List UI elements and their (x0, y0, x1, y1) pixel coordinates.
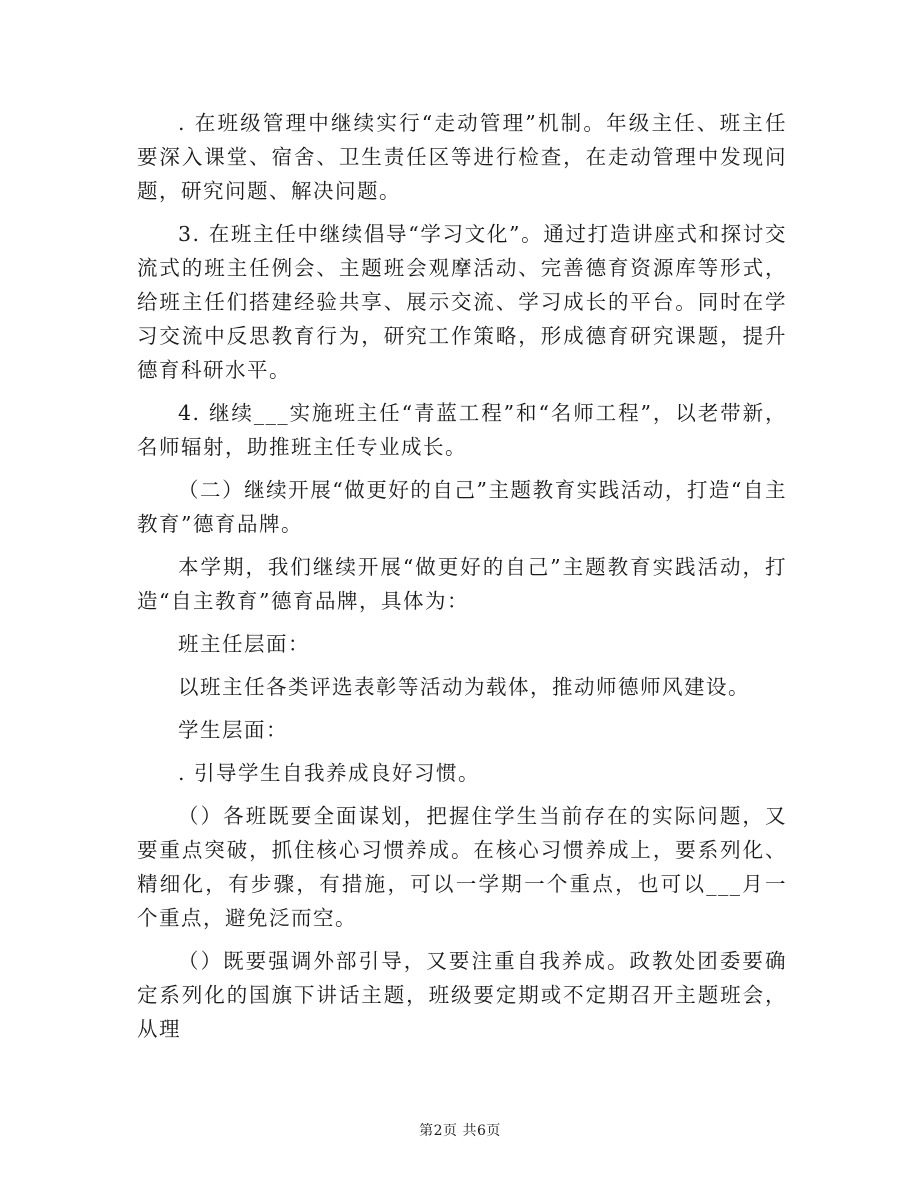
subheading-head-teacher-level: 班主任层面： (178, 632, 310, 656)
paragraph-class-planning: （）各班既要全面谋划，把握住学生当前存在的实际问题，又要重点突破，抓住核心习惯养成。在核心习惯养成上，要系列化、精细化，有步骤，有措施，可以一学期一个重点，也可以___月一个重点，避免泛而空。 (137, 804, 787, 930)
section-heading-be-better-self: （二）继续开展“做更好的自己”主题教育实践活动，打造“自主教育”德育品牌。 (137, 478, 787, 536)
paragraph-mentor-project: 4. 继续___实施班主任“青蓝工程”和“名师工程”，以老带新，名师辐射，助推班主任专业成长。 (137, 401, 787, 459)
paragraph-teacher-ethics: 以班主任各类评选表彰等活动为载体，推动师德师风建设。 (178, 675, 750, 699)
paragraph-this-semester: 本学期，我们继续开展“做更好的自己”主题教育实践活动，打造“自主教育”德育品牌，具体为： (137, 555, 787, 613)
document-body (137, 106, 787, 1055)
paragraph-walking-management: . 在班级管理中继续实行“走动管理”机制。年级主任、班主任要深入课堂、宿舍、卫生责任区等进行检查，在走动管理中发现问题，研究问题、解决问题。 (137, 111, 787, 203)
subheading-student-level: 学生层面： (178, 718, 288, 742)
paragraph-learning-culture: 3. 在班主任中继续倡导“学习文化”。通过打造讲座式和探讨交流式的班主任例会、主题班会观摩活动、完善德育资源库等形式，给班主任们搭建经验共享、展示交流、学习成长的平台。同时在学习交流中反思教育行为，研究工作策略，形成德育研究课题，提升德育科研水平。 (137, 222, 787, 382)
paragraph-good-habits: . 引导学生自我养成良好习惯。 (178, 761, 481, 785)
page-number-footer: 第2页 共6页 (419, 1123, 501, 1139)
paragraph-external-guidance: （）既要强调外部引导，又要注重自我养成。政教处团委要确定系列化的国旗下讲话主题，班级要定期或不定期召开主题班会，从理 (137, 949, 787, 1041)
